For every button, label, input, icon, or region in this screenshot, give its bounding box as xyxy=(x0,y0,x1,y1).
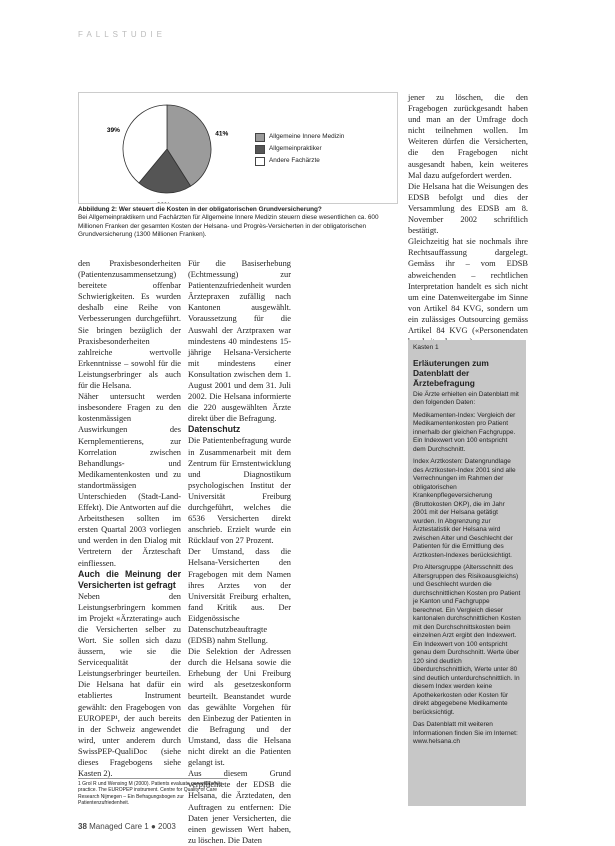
paragraph: den Praxisbesonderheiten (Patientenzusammensetzung) bereitete offenbar Schwierigkeiten. Es wurden deshalb eine Reihe von Verbesserungen durchgeführt. Sie bringen bezüglich der Praxisbesonderheiten zahlreiche wertvolle Erkenntnisse – sowohl für die Leistungserbringer als auch für die Helsana. xyxy=(78,259,181,391)
paragraph: Die Helsana hat die Weisungen des EDSB befolgt und dies der Versammlung des EDSB am 8. November 2002 schriftlich bestätigt. xyxy=(408,181,528,236)
figure-caption xyxy=(78,206,396,240)
column-1 xyxy=(78,258,181,779)
paragraph: Der Umstand, dass die Helsana-Versicherten den Fragebogen mit dem Namen ihres Arztes von der Universität Freiburg erhalten, fand Kritik aus. Der Eidgenössische Datenschutzbeauftragte (EDSB) nahm Stellung. xyxy=(188,547,291,646)
paragraph: Die Selektion der Adressen durch die Helsana sowie die Erhebung der Uni Freiburg wird als gesetzeskonform beurteilt. Beanstandet wurde das gewählte Vorgehen für den Einbezug der Patienten in die Befragung und der Umstand, dass die Helsana nicht direkt an die Patienten gelangt ist. xyxy=(188,647,291,768)
pie-chart xyxy=(79,93,249,203)
legend-swatch xyxy=(255,145,265,154)
paragraph: Die Patientenbefragung wurde in Zusammenarbeit mit dem Zentrum für Ernstentwicklung und Diagnostikum psychologischen Institut der Universität Freiburg durchgeführt, welches die 6536 Versicherten direkt anschrieb. Erzielt wurde ein Rücklauf von 27 Prozent. xyxy=(188,436,291,546)
pie-slice-label xyxy=(157,202,170,203)
column-2 xyxy=(188,258,291,846)
paragraph: Näher untersucht werden insbesondere Fragen zu den kostenmässigen Auswirkungen des Kernplementierens, zur Korrelation zwischen Behandlungs- und Medikamentenkosten und zu standortmässigen Unterschieden (Stadt-Land-Effekt). Die Antworten auf die Arbeitsthesen sollten im ersten Quartal 2003 vorliegen und werden in den Dialog mit Vertretern der Ärzteschaft einfliessen. xyxy=(78,392,181,568)
info-box-text: Pro Altersgruppe (Altersschnitt des Altersgruppen des Risikoausgleichs) und Geschlecht wurden die durchschnittlichen Kosten pro Patient je Kanton und Fachgruppe berechnet. Ein Vergleich dieser kantonalen durchschnittlichen Kosten mit den Durchschnittskosten beim einzelnen Arzt ergibt den Indexwert. Ein Indexwert von 100 entspricht genau dem Durchschnitt. Werte über 120 sind deutlich überdurchschnittlich, Werte unter 80 sind deutlich unterdurchschnittlich. In diesem Index werden keine Apothekerkosten oder Kosten für direkt abgegebene Medikamente berücksichtigt. xyxy=(413,564,521,716)
legend-item xyxy=(255,155,344,167)
info-box-text: Die Ärzte erhielten ein Datenblatt mit den folgenden Daten: xyxy=(413,390,519,406)
legend-swatch xyxy=(255,157,265,166)
info-box-text: Das Datenblatt mit weiteren Informationen finden Sie im Internet: www.helsana.ch xyxy=(413,721,518,745)
legend-item xyxy=(255,143,344,155)
subheading: Datenschutz xyxy=(188,424,241,435)
info-box-text: Index Arztkosten: Datengrundlage des Arztkosten-Index 2001 sind alle Verrechnungen im Rahmen der obligatorischen Krankenpflegeversicherung (Bruttokosten OKP), die im Jahr 2001 mit der Helsana getätigt wurden. In Abgrenzung zur Ärztestatistik der Helsana wird zwischen Alter und Geschlecht der Patienten für die Ermittlung des Arztkosten-Indexes berücksichtigt. xyxy=(413,458,516,559)
pie-slice-label: 39% xyxy=(106,127,120,135)
caption-title: Abbildung 2: Wer steuert die Kosten in der obligatorischen Grundversicherung? xyxy=(78,206,322,213)
legend-swatch xyxy=(255,133,265,142)
info-box-title: Erläuterungen zum Datenblatt der Ärztebefragung xyxy=(413,357,489,388)
subheading: Auch die Meinung der Versicherten ist gefragt xyxy=(78,568,181,590)
page-footer xyxy=(78,822,176,831)
paragraph: Gleichzeitig hat sie nochmals ihre Rechtsauffassung dargelegt. Gemäss ihr – vom EDSB abweichenden – rechtlichen Interpretation handelt es sich nicht um eine Datenweitergabe im Sinne von Artikel 84 KVG, sondern um ein zulässiges Outsourcing gemäss Artikel 84 KVG («Personendaten xyxy=(408,237,528,335)
caption-text: Bei Allgemeinpraktikern und Fachärzten für Allgemeine Innere Medizin steuern diese wesentlichen ca. 600 Millionen Franken der gesamten Kosten der Helsana- und Progrès-Versicherten in der obligatorischen Grundversicherung (1300 Millionen Franken). xyxy=(78,214,379,239)
paragraph: Für die Basiserhebung (Echtmessung) zur Patientenzufriedenheit wurden Ärztepraxen zufällig nach Kantonen ausgewählt. Voraussetzung für die Auswahl der Arztpraxen war mindestens 40 mindestens 15-jährige Helsana-Versicherte mit mindestens einer Konsultation zwischen dem 1. August 2001 und dem 31. Juli 2002. Die Helsana informierte die 220 ausgewählten Ärzte direkt über die Befragung. xyxy=(188,259,291,424)
pie-slice-label: 41% xyxy=(215,130,229,138)
column-3 xyxy=(408,92,528,347)
paragraph: Neben den Leistungserbringern kommen im Projekt «Ärzterating» auch die Versicherten selber zu Wort. Sie sollen sich dazu äussern, wie sie die Servicequalität der Leistungserbringer beurteilen. Die Helsana hat dafür ein etabliertes Instrument gewählt: den Fragebogen von EUROPEP¹, der auch bereits in der Schweiz angewendet wird, unter anderem durch SwissPEP-QualiDoc (siehe dieses Fragebogens siehe Kasten 2). xyxy=(78,591,181,779)
paragraph: jener zu löschen, die den Fragebogen zurückgesandt haben und man an der Umfrage doch nicht teilnehmen wollen. Im Weiteren dürfen die Versicherten, die den Fragebogen nicht ausgesandt haben, kein weiteres Mal dazu aufgefordert werden. xyxy=(408,93,528,180)
journal-name: Managed Care 1 ● 2003 xyxy=(89,822,176,831)
legend-label: Allgemeine Innere Medizin xyxy=(269,133,345,140)
legend-item xyxy=(255,131,344,143)
legend-label: Allgemeinpraktiker xyxy=(269,145,322,152)
info-box-label: Kasten 1 xyxy=(413,344,439,351)
legend-label: Andere Fachärzte xyxy=(269,157,320,164)
figure-pie-chart xyxy=(78,92,398,204)
info-box-text: Medikamenten-Index: Vergleich der Medikamentenkosten pro Patient innerhalb der gleichen Fachgruppe. Ein Indexwert von 100 entspricht dem Durchschnitt. xyxy=(413,411,516,453)
paragraph: Aus diesem Grund verpflichtete der EDSB die Helsana, die Ärztedaten, den Auftragen zu entfernen: Die Daten jener Versicherten, die einen gewissen Wert haben, zu löschen. Die Daten xyxy=(188,769,291,845)
page-number: 38 xyxy=(78,822,87,831)
section-label: FALLSTUDIE xyxy=(78,30,167,39)
footnote: 1 Grol R und Wensing M (2000). Patients evaluate general/family practice. The EUROPEP instrument. Centre for Quality of Care Research Nijmegen – Ein Befragungsbogen zur Patientenzufriedenheit. xyxy=(78,778,228,807)
info-box xyxy=(408,340,526,806)
chart-legend xyxy=(255,131,344,167)
